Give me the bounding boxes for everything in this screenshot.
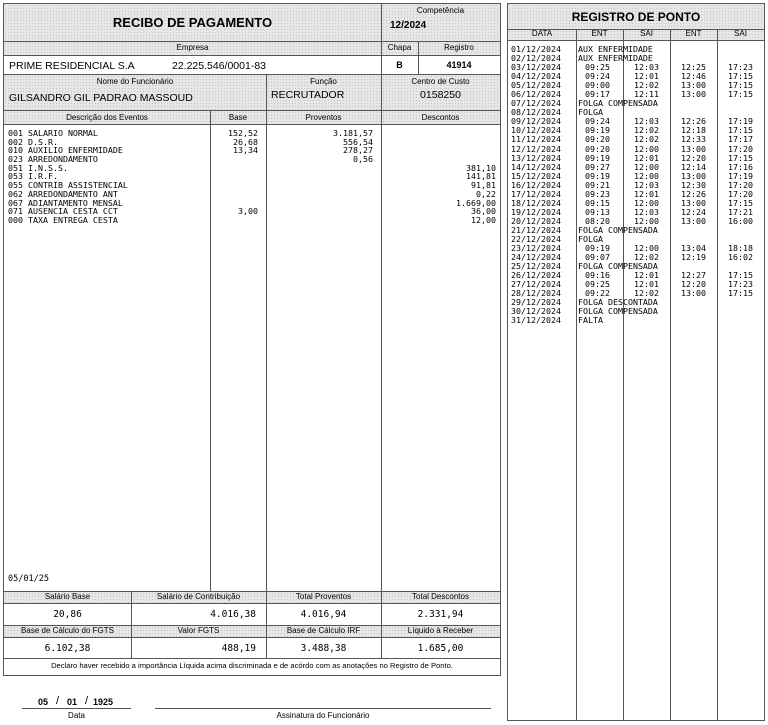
timesheet-time: 12:02: [634, 288, 659, 299]
timesheet-date: 31/12/2024: [511, 315, 561, 326]
timesheet-date: 05/12/2024: [511, 80, 561, 91]
timesheet-time: 16:00: [728, 215, 753, 226]
event-base: 152,52: [228, 128, 258, 138]
timesheet-time: 09:22: [585, 288, 610, 299]
event-desconto: 12,00: [471, 214, 496, 225]
header-data: DATA: [531, 29, 553, 38]
timesheet-date: 07/12/2024: [511, 98, 561, 109]
timesheet-time: 12:20: [681, 279, 706, 290]
event-provento: 3.181,57: [333, 128, 373, 138]
timesheet-time: 17:23: [728, 62, 753, 73]
timesheet-date: 10/12/2024: [511, 125, 561, 136]
timesheet-note: FOLGA COMPENSADA: [578, 98, 658, 109]
salario-base-value: 20,86: [53, 609, 82, 620]
base-irf-value: 3.488,38: [300, 643, 347, 654]
valor-fgts-label: Valor FGTS: [177, 626, 220, 635]
timesheet-time: 17:19: [728, 170, 753, 181]
timesheet-time: 12:26: [681, 188, 706, 199]
timesheet-time: 17:17: [728, 134, 753, 145]
centro-label: Centro de Custo: [411, 77, 470, 86]
event-desconto: 91,81: [471, 180, 496, 191]
receipt-title: RECIBO DE PAGAMENTO: [112, 15, 273, 30]
timesheet-time: 09:19: [585, 243, 610, 254]
timesheet-time: 12:20: [681, 152, 706, 163]
event-desconto: 1.669,00: [456, 197, 496, 208]
timesheet-time: 12:26: [681, 116, 706, 127]
timesheet-time: 09:07: [585, 252, 610, 263]
timesheet-time: 12:00: [634, 143, 659, 154]
timesheet-note: AUX ENFERMIDADE: [578, 53, 653, 64]
sign-slash-1: /: [56, 695, 60, 707]
timesheet-time: 12:14: [681, 161, 706, 172]
timesheet-date: 02/12/2024: [511, 53, 561, 64]
timesheet-date: 30/12/2024: [511, 306, 561, 317]
sign-month: 01: [67, 697, 78, 707]
timesheet-time: 09:19: [585, 152, 610, 163]
timesheet-time: 18:18: [728, 243, 753, 254]
event-row: [8, 164, 496, 173]
timesheet-time: 12:00: [634, 243, 659, 254]
event-description: 000 TAXA ENTREGA CESTA: [8, 214, 118, 225]
base-irf-label: Base de Cálculo IRF: [286, 626, 361, 635]
event-description: 051 I.N.S.S.: [8, 162, 68, 173]
footer-date: 05/01/25: [8, 574, 49, 584]
timesheet-time: 12:00: [634, 161, 659, 172]
event-description: 001 SALARIO NORMAL: [8, 128, 98, 138]
timesheet-note: FOLGA COMPENSADA: [578, 224, 658, 235]
timesheet-date: 23/12/2024: [511, 243, 561, 254]
event-provento: 278,27: [343, 145, 373, 156]
timesheet-time: 09:13: [585, 206, 610, 217]
timesheet-time: 09:25: [585, 279, 610, 290]
timesheet-time: 09:21: [585, 179, 610, 190]
registro-label: Registro: [444, 43, 474, 52]
timesheet-time: 12:02: [634, 80, 659, 91]
timesheet-date: 16/12/2024: [511, 179, 561, 190]
timesheet-date: 26/12/2024: [511, 270, 561, 281]
event-description: 067 ADIANTAMENTO MENSAL: [8, 197, 123, 208]
header-sai-2: SAI: [734, 29, 747, 38]
timesheet-header-bottom: [508, 40, 764, 41]
timesheet-time: 17:20: [728, 188, 753, 199]
event-desconto: 36,00: [471, 206, 496, 217]
timesheet-time: 13:00: [681, 170, 706, 181]
nome-value: GILSANDRO GIL PADRAO MASSOUD: [9, 92, 193, 104]
competencia-value: 12/2024: [390, 20, 427, 31]
event-provento: 556,54: [343, 136, 373, 147]
timesheet-time: 16:02: [728, 252, 753, 263]
event-desconto: 0,22: [476, 188, 496, 199]
base-fgts-label: Base de Cálculo do FGTS: [21, 626, 114, 635]
liquido-value: 1.685,00: [417, 643, 464, 654]
timesheet-time: 17:15: [728, 89, 753, 100]
timesheet-date: 19/12/2024: [511, 206, 561, 217]
event-row: [8, 216, 496, 225]
timesheet-time: 13:00: [681, 80, 706, 91]
sign-year: 1925: [93, 697, 114, 707]
timesheet-date: 22/12/2024: [511, 233, 561, 244]
timesheet-date: 20/12/2024: [511, 215, 561, 226]
timesheet-time: 12:02: [634, 134, 659, 145]
sign-slash-2: /: [85, 695, 89, 707]
event-provento: 0,56: [353, 154, 373, 165]
col-disc-label: Descontos: [421, 113, 460, 122]
timesheet-time: 09:24: [585, 71, 610, 82]
timesheet-time: 17:19: [728, 116, 753, 127]
timesheet-time: 17:15: [728, 270, 753, 281]
timesheet-time: 17:15: [728, 152, 753, 163]
nome-label: Nome do Funcionário: [96, 77, 174, 86]
timesheet-rows: [511, 45, 763, 325]
timesheet-title: REGISTRO DE PONTO: [571, 10, 701, 24]
event-base: 3,00: [238, 206, 258, 217]
timesheet-time: 12:27: [681, 270, 706, 281]
total-prov-value: 4.016,94: [300, 609, 347, 620]
timesheet-time: 12:01: [634, 279, 659, 290]
timesheet-time: 17:23: [728, 279, 753, 290]
timesheet-time: 09:19: [585, 125, 610, 136]
timesheet-time: 12:00: [634, 215, 659, 226]
chapa-label: Chapa: [387, 43, 412, 52]
event-description: 071 AUSENCIA CESTA CCT: [8, 206, 118, 217]
timesheet-date: 17/12/2024: [511, 188, 561, 199]
chapa-value: B: [396, 60, 403, 70]
timesheet-time: 12:01: [634, 188, 659, 199]
timesheet-time: 12:03: [634, 116, 659, 127]
total-desc-label: Total Descontos: [412, 592, 469, 601]
timesheet-date: 15/12/2024: [511, 170, 561, 181]
event-description: 055 CONTRIB ASSISTENCIAL: [8, 180, 128, 191]
event-desconto: 381,10: [466, 162, 496, 173]
timesheet-time: 17:15: [728, 288, 753, 299]
timesheet-time: 09:23: [585, 188, 610, 199]
declaration-text: Declaro haver recebido a importância Líquida acima discriminada e de acórdo com as anotações no Registro de Ponto.: [51, 661, 453, 670]
timesheet-time: 12:02: [634, 125, 659, 136]
timesheet-time: 12:25: [681, 62, 706, 73]
timesheet-date: 01/12/2024: [511, 44, 561, 54]
timesheet-time: 09:16: [585, 270, 610, 281]
base-fgts-value: 6.102,38: [44, 643, 91, 654]
timesheet-time: 17:15: [728, 197, 753, 208]
timesheet-note: FOLGA COMPENSADA: [578, 306, 658, 317]
header-ent-1: ENT: [591, 29, 608, 38]
header-sai-1: SAI: [640, 29, 653, 38]
timesheet-date: 25/12/2024: [511, 261, 561, 272]
timesheet-time: 12:33: [681, 134, 706, 145]
registro-value: 41914: [446, 60, 472, 70]
timesheet-time: 09:24: [585, 116, 610, 127]
timesheet-date: 11/12/2024: [511, 134, 561, 145]
timesheet-time: 12:03: [634, 179, 659, 190]
timesheet-time: 09:27: [585, 161, 610, 172]
timesheet-date: 27/12/2024: [511, 279, 561, 290]
timesheet-time: 12:11: [634, 89, 659, 100]
timesheet-time: 09:15: [585, 197, 610, 208]
salario-contrib-label: Salário de Contribuição: [156, 592, 241, 601]
timesheet-note: FALTA: [578, 315, 603, 326]
event-description: 062 ARREDONDAMENTO ANT: [8, 188, 118, 199]
col-prov-label: Proventos: [305, 113, 342, 122]
event-description: 002 D.S.R.: [8, 136, 58, 147]
assinatura-label: Assinatura do Funcionário: [276, 711, 370, 720]
event-description: 010 AUXILIO ENFERMIDADE: [8, 145, 123, 156]
event-base: 26,68: [233, 136, 258, 147]
timesheet-time: 08:20: [585, 215, 610, 226]
timesheet-note: FOLGA DESCONTADA: [578, 297, 658, 308]
liquido-label: Líquido à Receber: [407, 626, 474, 635]
event-row: [8, 155, 496, 164]
timesheet-time: 12:01: [634, 152, 659, 163]
timesheet-time: 09:19: [585, 170, 610, 181]
timesheet-row: [511, 316, 763, 325]
timesheet-date: 09/12/2024: [511, 116, 561, 127]
timesheet-date: 28/12/2024: [511, 288, 561, 299]
col-desc-label: Descrição dos Eventos: [66, 113, 148, 122]
timesheet-date: 29/12/2024: [511, 297, 561, 308]
timesheet-date: 14/12/2024: [511, 161, 561, 172]
salario-base-label: Salário Base: [44, 592, 91, 601]
header-ent-2: ENT: [685, 29, 702, 38]
data-label: Data: [68, 711, 85, 720]
timesheet-time: 13:00: [681, 215, 706, 226]
timesheet-time: 17:15: [728, 71, 753, 82]
valor-fgts-value: 488,19: [221, 643, 256, 654]
timesheet-note: FOLGA: [578, 233, 603, 244]
timesheet-note: FOLGA COMPENSADA: [578, 261, 658, 272]
total-prov-label: Total Proventos: [295, 592, 352, 601]
timesheet-time: 12:18: [681, 125, 706, 136]
timesheet-time: 09:20: [585, 134, 610, 145]
timesheet-time: 17:21: [728, 206, 753, 217]
event-description: 023 ARREDONDAMENTO: [8, 154, 98, 165]
timesheet-time: 17:15: [728, 125, 753, 136]
timesheet-date: 18/12/2024: [511, 197, 561, 208]
timesheet-time: 17:20: [728, 143, 753, 154]
timesheet-time: 09:20: [585, 143, 610, 154]
timesheet-time: 12:46: [681, 71, 706, 82]
timesheet-time: 12:03: [634, 62, 659, 73]
timesheet-time: 12:01: [634, 270, 659, 281]
timesheet-time: 12:01: [634, 71, 659, 82]
empresa-cnpj: 22.225.546/0001-83: [172, 60, 267, 72]
timesheet-time: 17:20: [728, 179, 753, 190]
timesheet-time: 12:03: [634, 206, 659, 217]
signature-line: [155, 708, 491, 709]
timesheet-date: 08/12/2024: [511, 107, 561, 118]
timesheet-time: 13:00: [681, 89, 706, 100]
timesheet-time: 17:16: [728, 161, 753, 172]
competencia-label: Competência: [416, 6, 465, 15]
event-desconto: 141,81: [466, 171, 496, 182]
timesheet-time: 17:15: [728, 80, 753, 91]
event-base: 13,34: [233, 145, 258, 156]
sign-day: 05: [38, 697, 49, 707]
col-base-label: Base: [228, 113, 248, 122]
timesheet-date: 04/12/2024: [511, 71, 561, 82]
empresa-name: PRIME RESIDENCIAL S.A: [9, 60, 135, 72]
funcao-label: Função: [310, 77, 337, 86]
timesheet-date: 24/12/2024: [511, 252, 561, 263]
events-list: [8, 129, 496, 225]
empresa-label: Empresa: [176, 43, 209, 52]
centro-value: 0158250: [420, 89, 461, 101]
timesheet-date: 21/12/2024: [511, 224, 561, 235]
timesheet-time: 12:19: [681, 252, 706, 263]
timesheet-date: 13/12/2024: [511, 152, 561, 163]
timesheet-time: 12:30: [681, 179, 706, 190]
timesheet-time: 09:25: [585, 62, 610, 73]
salario-contrib-value: 4.016,38: [210, 609, 256, 620]
timesheet-time: 12:00: [634, 197, 659, 208]
timesheet-time: 13:00: [681, 197, 706, 208]
timesheet-time: 09:00: [585, 80, 610, 91]
timesheet-time: 12:00: [634, 170, 659, 181]
event-description: 053 I.R.F.: [8, 171, 58, 182]
timesheet-time: 13:04: [681, 243, 706, 254]
timesheet-time: 12:02: [634, 252, 659, 263]
date-underline: [22, 708, 131, 709]
timesheet-time: 13:00: [681, 143, 706, 154]
timesheet-note: AUX ENFERMIDADE: [578, 44, 653, 54]
timesheet-date: 12/12/2024: [511, 143, 561, 154]
timesheet-note: FOLGA: [578, 107, 603, 118]
timesheet-time: 09:17: [585, 89, 610, 100]
timesheet-time: 13:00: [681, 288, 706, 299]
timesheet-time: 12:24: [681, 206, 706, 217]
funcao-value: RECRUTADOR: [271, 89, 345, 101]
timesheet-date: 06/12/2024: [511, 89, 561, 100]
timesheet-date: 03/12/2024: [511, 62, 561, 73]
total-desc-value: 2.331,94: [417, 609, 464, 620]
